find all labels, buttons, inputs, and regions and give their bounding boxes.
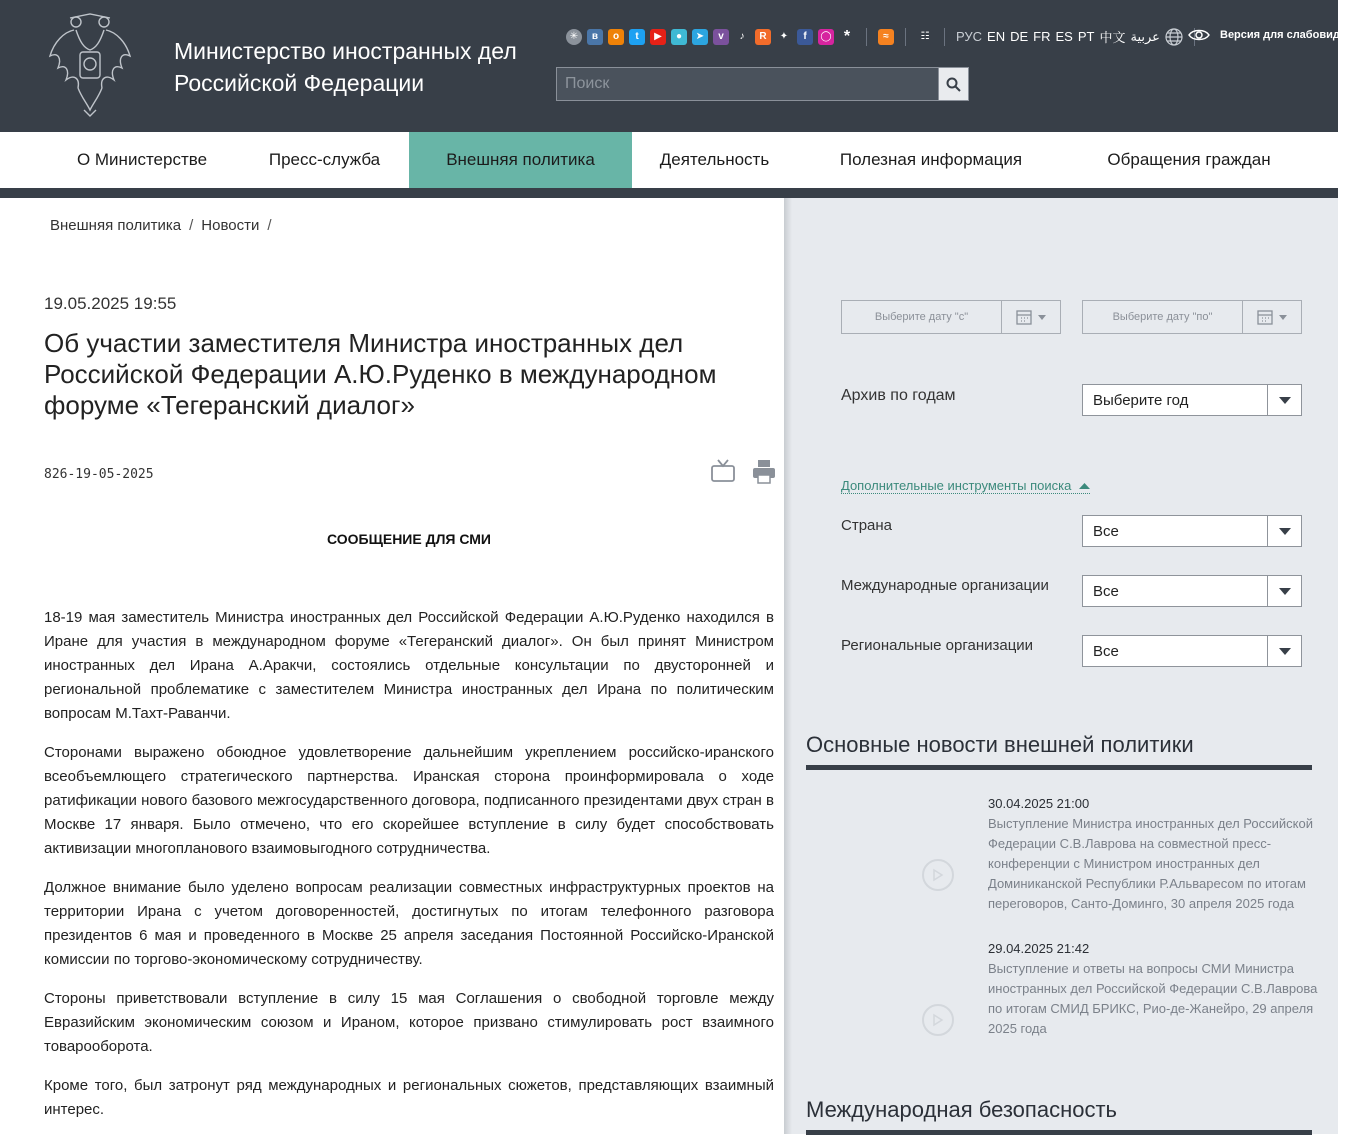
eye-icon xyxy=(1188,28,1210,42)
chevron-down-icon xyxy=(1279,397,1291,404)
language-switcher xyxy=(956,27,1183,46)
accessibility-link[interactable] xyxy=(1188,28,1368,42)
search-bar xyxy=(556,67,969,101)
site-title-line2: Российской Федерации xyxy=(174,70,425,96)
lang-ru[interactable]: РУС xyxy=(956,29,983,44)
viber-icon[interactable]: v xyxy=(713,29,729,45)
date-to-placeholder: Выберите дату "по" xyxy=(1083,301,1243,333)
main-nav xyxy=(0,132,1338,188)
youtube-icon[interactable]: ▶ xyxy=(650,29,666,45)
date-from-calendar-button[interactable] xyxy=(1002,301,1060,333)
article-title: Об участии заместителя Министра иностранных дел Российской Федерации А.Ю.Руденко в международном форуме «Тегеранский диалог» xyxy=(44,328,717,420)
instagram-icon[interactable]: ◯ xyxy=(818,29,834,45)
press-release-heading: СООБЩЕНИЕ ДЛЯ СМИ xyxy=(326,531,491,547)
nav-press[interactable]: Пресс-служба xyxy=(268,150,381,169)
breadcrumb-separator: / xyxy=(267,217,272,234)
year-select-value: Выберите год xyxy=(1093,391,1189,409)
telegram-icon[interactable]: ➤ xyxy=(692,29,708,45)
accessibility-label: Версия для слабовидящих xyxy=(1220,29,1368,41)
calendar-icon xyxy=(1257,309,1273,325)
rutube-icon[interactable]: R xyxy=(755,29,771,45)
section-divider xyxy=(806,765,1312,770)
facebook-icon[interactable]: f xyxy=(797,29,813,45)
sitemap-icon[interactable]: ☷ xyxy=(917,29,933,45)
year-select[interactable] xyxy=(1082,384,1302,416)
breadcrumb-separator: / xyxy=(189,217,194,234)
vk-icon[interactable]: в xyxy=(587,29,603,45)
video-play-button[interactable] xyxy=(922,859,954,891)
nav-citizen-appeals[interactable]: Обращения граждан xyxy=(1107,150,1271,169)
plus-icon[interactable]: ✦ xyxy=(776,29,792,45)
date-to-calendar-button[interactable] xyxy=(1243,301,1301,333)
chevron-up-icon xyxy=(1079,483,1090,489)
breadcrumb-news[interactable]: Новости xyxy=(201,217,260,234)
lang-ar[interactable]: عربية xyxy=(1130,28,1160,44)
article-paragraph: Стороны приветствовали вступление в силу 15 мая Соглашения о свободной торговле между Евразийским экономическим союзом и Ираном, которое призвано стимулировать рост взаимного товарооборота. xyxy=(44,990,774,1055)
share-icon[interactable]: ✳ xyxy=(566,29,582,45)
sidebar-shadow xyxy=(784,198,792,1134)
rss-icon[interactable]: ≈ xyxy=(878,29,894,45)
regional-org-label: Региональные организации xyxy=(841,637,1034,654)
search-button[interactable] xyxy=(938,68,968,100)
regional-org-select-arrow[interactable] xyxy=(1267,636,1301,666)
article-paragraph: 18-19 мая заместитель Министра иностранных дел Российской Федерации А.Ю.Руденко находился в Иране для участия в международном форуме «Тегеранский диалог». Он был принят Министром иностранных дел Ирана А.Аракчи, состоялись отдельные консультации по двусторонней и региональной проблематике с заместителем Министра иностранных дел Ирана по политическим вопросам М.Тахт-Раванчи. xyxy=(44,609,774,722)
chevron-down-icon xyxy=(1038,315,1046,320)
country-select-value: Все xyxy=(1093,522,1119,540)
map-icon[interactable]: ● xyxy=(671,29,687,45)
lang-pt[interactable]: PT xyxy=(1077,29,1095,44)
search-input[interactable] xyxy=(557,68,938,100)
intl-org-select[interactable] xyxy=(1082,575,1302,607)
social-bar xyxy=(566,27,1201,46)
lang-de[interactable]: DE xyxy=(1010,29,1029,44)
calendar-icon xyxy=(1016,309,1032,325)
date-from-placeholder: Выберите дату "с" xyxy=(842,301,1002,333)
ok-icon[interactable]: о xyxy=(608,29,624,45)
doc-number: 826-19-05-2025 xyxy=(44,467,154,482)
site-title[interactable] xyxy=(174,35,554,99)
lang-es[interactable]: ES xyxy=(1055,29,1073,44)
date-to-field[interactable] xyxy=(1082,300,1302,334)
article-paragraph: Кроме того, был затронут ряд международных и региональных сюжетов, представляющих взаимный интерес. xyxy=(44,1077,774,1118)
chevron-down-icon xyxy=(1279,588,1291,595)
intl-org-select-arrow[interactable] xyxy=(1267,576,1301,606)
divider xyxy=(944,28,945,46)
play-icon xyxy=(933,869,943,881)
article-paragraph: Сторонами выражено обоюдное удовлетворение дальнейшим укреплением российско-иранского всеобъемлющего стратегического партнерства. Иранская сторона проинформировала о ходе ратификации нового базового межгосударственного договора, подписанного президентами двух стран в Москве 17 января. Было отмечено, что его скорейшее вступление в силу будет способствовать активизации многопланового взаимовыгодного сотрудничества. xyxy=(44,744,774,857)
date-from-field[interactable] xyxy=(841,300,1061,334)
chevron-down-icon xyxy=(1279,648,1291,655)
lang-en[interactable]: EN xyxy=(987,29,1006,44)
twitter-icon[interactable]: t xyxy=(629,29,645,45)
country-select-arrow[interactable] xyxy=(1267,516,1301,546)
intl-org-select-value: Все xyxy=(1093,582,1119,600)
article-date: 19.05.2025 19:55 xyxy=(44,294,177,313)
article-paragraph: Должное внимание было уделено вопросам реализации совместных инфраструктурных проектов на территории Ирана с учетом договоренностей, достигнутых по итогам телефонного разговора президентов 6 мая и проведенного в Москве 25 апреля заседания Постоянной Российско-Иранской комиссии по торгово-экономическому сотрудничеству. xyxy=(44,879,774,968)
video-play-button[interactable] xyxy=(922,1004,954,1036)
nav-foreign-policy[interactable]: Внешняя политика xyxy=(409,132,632,188)
lang-zh[interactable]: 中文 xyxy=(1099,30,1126,45)
main-news-title: Основные новости внешней политики xyxy=(806,732,1194,757)
breadcrumb-foreign-policy[interactable]: Внешняя политика xyxy=(50,217,182,234)
advanced-search-label: Дополнительные инструменты поиска xyxy=(841,478,1072,493)
divider xyxy=(905,28,906,46)
nav-divider xyxy=(0,188,1338,198)
section-divider xyxy=(806,1130,1312,1135)
nav-activity[interactable]: Деятельность xyxy=(659,150,770,169)
news-item[interactable] xyxy=(988,794,1318,914)
site-header xyxy=(0,0,1368,132)
year-select-arrow[interactable] xyxy=(1267,385,1301,415)
search-icon xyxy=(946,77,961,92)
chevron-down-icon xyxy=(1279,315,1287,320)
regional-org-select-value: Все xyxy=(1093,642,1119,660)
archive-label: Архив по годам xyxy=(841,387,956,404)
print-icon[interactable] xyxy=(752,458,776,484)
nav-useful-info[interactable]: Полезная информация xyxy=(839,150,1023,169)
country-label: Страна xyxy=(841,517,893,534)
divider xyxy=(866,28,867,46)
tiktok-icon[interactable]: ♪ xyxy=(734,29,750,45)
site-title-line1: Министерство иностранных дел xyxy=(174,38,517,64)
news-item[interactable] xyxy=(988,939,1318,1039)
coat-of-arms-logo[interactable] xyxy=(44,12,136,118)
news-date: 30.04.2025 21:00 xyxy=(988,796,1090,811)
nav-about[interactable]: О Министерстве xyxy=(76,150,208,169)
star-icon[interactable]: * xyxy=(839,29,855,45)
play-icon xyxy=(933,1014,943,1026)
globe-icon[interactable] xyxy=(1165,28,1183,46)
news-text[interactable]: Выступление и ответы на вопросы СМИ Министра иностранных дел Российской Федерации С.В.Лаврова по итогам СМИД БРИКС, Рио-де-Жанейро, 29 апреля 2025 года xyxy=(988,961,1318,1036)
lang-fr[interactable]: FR xyxy=(1033,29,1051,44)
advanced-search-toggle[interactable] xyxy=(841,478,1090,494)
country-select[interactable] xyxy=(1082,515,1302,547)
news-date: 29.04.2025 21:42 xyxy=(988,941,1090,956)
security-section-title: Международная безопасность xyxy=(806,1097,1117,1122)
chevron-down-icon xyxy=(1279,528,1291,535)
article-body xyxy=(44,606,774,1137)
breadcrumb xyxy=(50,217,272,234)
tv-icon[interactable] xyxy=(710,458,736,484)
intl-org-label: Международные организации xyxy=(841,577,1049,594)
article-tools xyxy=(710,458,776,484)
regional-org-select[interactable] xyxy=(1082,635,1302,667)
news-text[interactable]: Выступление Министра иностранных дел Российской Федерации С.В.Лаврова на совместной пресс-конференции с Министром иностранных дел Доминиканской Республики Р.Альваресом по итогам переговоров, Санто-Доминго, 30 апреля 2025 года xyxy=(988,816,1313,911)
